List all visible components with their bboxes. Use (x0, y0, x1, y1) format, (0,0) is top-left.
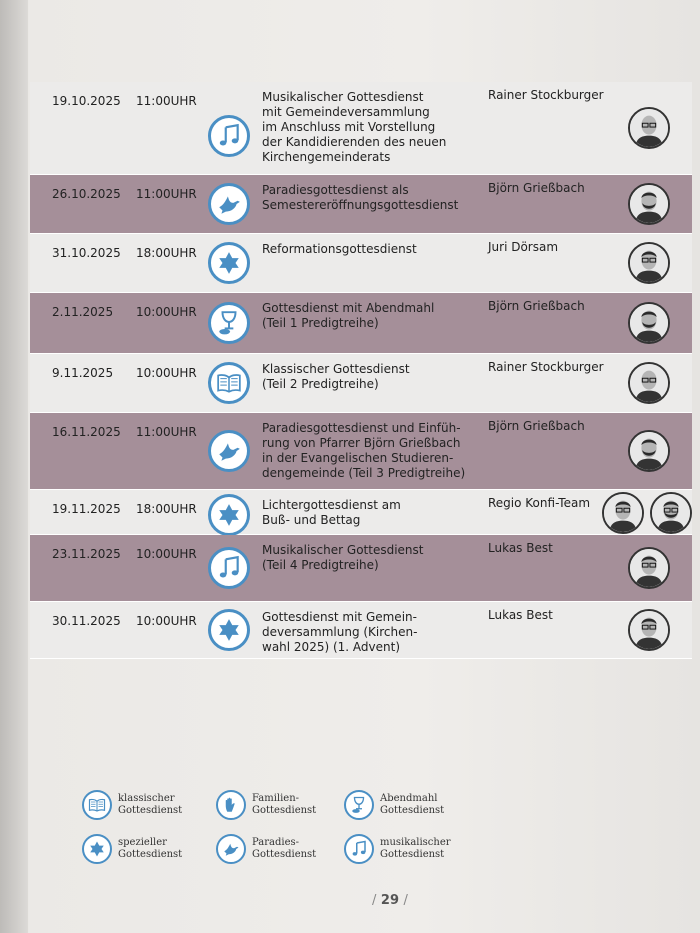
avatar (628, 183, 670, 225)
chalice-icon (208, 302, 250, 344)
legend-item (82, 834, 182, 864)
service-time: 18:00UHR (136, 502, 197, 516)
legend-label-line: Gottesdienst (252, 805, 317, 816)
avatar (628, 107, 670, 149)
legend-item (344, 834, 451, 864)
service-pastor: Rainer Stockburger (488, 88, 604, 102)
table-row (30, 602, 692, 659)
service-title-line: mit Gemeindeversammlung (262, 105, 430, 119)
service-date: 26.10.2025 (52, 187, 121, 201)
service-pastor: Juri Dörsam (488, 240, 559, 254)
star-icon (208, 609, 250, 651)
service-pastor: Rainer Stockburger (488, 360, 604, 374)
avatar (628, 362, 670, 404)
avatar (628, 242, 670, 284)
avatar (628, 430, 670, 472)
legend-label-line: Gottesdienst (252, 849, 317, 860)
chalice-icon (344, 790, 374, 820)
book-icon (82, 790, 112, 820)
avatar (628, 609, 670, 651)
hand-icon (216, 790, 246, 820)
dove-icon (216, 834, 246, 864)
legend-label (118, 793, 182, 817)
service-title (262, 543, 502, 573)
legend-label-line: Gottesdienst (380, 805, 445, 816)
service-title-line: Paradiesgottesdienst und Einfüh- (262, 421, 461, 435)
table-row (30, 175, 692, 234)
legend-label (252, 793, 316, 817)
legend-item (344, 790, 444, 820)
legend-label (252, 837, 316, 861)
table-row (30, 413, 692, 490)
service-time: 10:00UHR (136, 366, 197, 380)
service-time: 11:00UHR (136, 187, 197, 201)
service-title-line: Buß- und Bettag (262, 513, 361, 527)
legend-label-line: Paradies- (252, 837, 300, 848)
page-number: / 29 / (372, 893, 408, 908)
service-pastor: Lukas Best (488, 608, 553, 622)
legend-item (82, 790, 182, 820)
service-schedule-table (30, 82, 692, 659)
service-date: 19.10.2025 (52, 94, 121, 108)
star-icon (208, 494, 250, 536)
service-title (262, 301, 502, 331)
service-time: 10:00UHR (136, 305, 197, 319)
service-time: 18:00UHR (136, 246, 197, 260)
service-title-line: der Kandidierenden des neuen (262, 135, 447, 149)
legend-label (380, 837, 451, 861)
service-title-line: (Teil 1 Predigtreihe) (262, 316, 379, 330)
service-time: 11:00UHR (136, 425, 197, 439)
service-pastor: Björn Grießbach (488, 181, 585, 195)
service-time: 10:00UHR (136, 614, 197, 628)
service-title-line: Paradiesgottesdienst als (262, 183, 409, 197)
service-time: 11:00UHR (136, 94, 197, 108)
legend-label (380, 793, 444, 817)
service-title-line: Lichtergottesdienst am (262, 498, 401, 512)
service-pastor: Regio Konfi-Team (488, 496, 591, 510)
dove-icon (208, 430, 250, 472)
book-icon (208, 362, 250, 404)
legend-label-line: musikalischer (380, 837, 451, 848)
service-title-line: deversammlung (Kirchen- (262, 625, 418, 639)
legend-label-line: klassischer (118, 793, 175, 804)
service-title-line: wahl 2025) (1. Advent) (262, 640, 400, 654)
avatar (628, 547, 670, 589)
legend-label-line: Gottesdienst (118, 805, 183, 816)
service-pastor: Björn Grießbach (488, 299, 585, 313)
service-title-line: Gottesdienst mit Abendmahl (262, 301, 435, 315)
service-title-line: Musikalischer Gottesdienst (262, 90, 424, 104)
service-date: 9.11.2025 (52, 366, 114, 380)
icon-legend (82, 790, 502, 870)
service-title-line: dengemeinde (Teil 3 Predigtreihe) (262, 466, 466, 480)
service-title-line: Gottesdienst mit Gemein- (262, 610, 417, 624)
service-time: 10:00UHR (136, 547, 197, 561)
table-row (30, 490, 692, 535)
service-title-line: Kirchengemeinderats (262, 150, 391, 164)
avatar (602, 492, 644, 534)
table-row (30, 354, 692, 413)
table-row (30, 293, 692, 354)
table-row (30, 234, 692, 293)
music-note-icon (344, 834, 374, 864)
service-title-line: Semestereröffnungsgottesdienst (262, 198, 459, 212)
avatar (628, 302, 670, 344)
service-title (262, 362, 502, 392)
service-title (262, 90, 502, 165)
service-title (262, 610, 502, 655)
service-title (262, 421, 502, 481)
service-title (262, 242, 502, 257)
music-note-icon (208, 547, 250, 589)
service-title-line: in der Evangelischen Studieren- (262, 451, 454, 465)
service-title-line: Reformationsgottesdienst (262, 242, 417, 256)
legend-item (216, 834, 316, 864)
service-pastor: Björn Grießbach (488, 419, 585, 433)
service-date: 16.11.2025 (52, 425, 121, 439)
service-title-line: Musikalischer Gottesdienst (262, 543, 424, 557)
service-title-line: (Teil 2 Predigtreihe) (262, 377, 379, 391)
service-title (262, 183, 502, 213)
service-date: 2.11.2025 (52, 305, 114, 319)
star-icon (82, 834, 112, 864)
legend-label-line: Gottesdienst (380, 849, 445, 860)
table-row (30, 535, 692, 602)
avatar (650, 492, 692, 534)
service-title-line: Klassischer Gottesdienst (262, 362, 410, 376)
service-date: 31.10.2025 (52, 246, 121, 260)
music-note-icon (208, 115, 250, 157)
legend-label-line: Gottesdienst (118, 849, 183, 860)
service-title (262, 498, 502, 528)
service-title-line: im Anschluss mit Vorstellung (262, 120, 436, 134)
service-title-line: rung von Pfarrer Björn Grießbach (262, 436, 461, 450)
service-pastor: Lukas Best (488, 541, 553, 555)
service-date: 19.11.2025 (52, 502, 121, 516)
legend-label-line: spezieller (118, 837, 167, 848)
service-date: 23.11.2025 (52, 547, 121, 561)
page-spine (0, 0, 28, 933)
dove-icon (208, 183, 250, 225)
legend-label-line: Familien- (252, 793, 300, 804)
legend-label (118, 837, 182, 861)
star-icon (208, 242, 250, 284)
legend-item (216, 790, 316, 820)
table-row (30, 82, 692, 175)
service-date: 30.11.2025 (52, 614, 121, 628)
legend-label-line: Abendmahl (380, 793, 438, 804)
service-title-line: (Teil 4 Predigtreihe) (262, 558, 379, 572)
